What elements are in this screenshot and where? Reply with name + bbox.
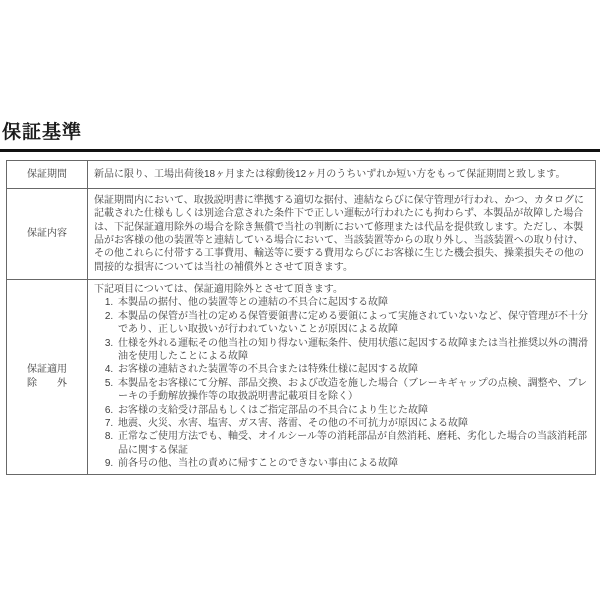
table-row-warranty-exclusions (7, 280, 596, 475)
row-content-warranty-exclusions (88, 280, 596, 475)
exclusion-item: 3. 仕様を外れる運転その他当社の知り得ない運転条件、使用状態に起因する故障または当社推奨以外の潤滑油を使用したことによる故障 (116, 337, 590, 364)
row-content-warranty-period (88, 161, 596, 189)
exclusion-item: 5. 本製品をお客様にて分解、部品交換、および改造を施した場合（ブレーキギャップの点検、調整や、ブレーキの手動解放操作等の取扱説明書記載項目を除く） (116, 377, 590, 404)
row-content-warranty-coverage (88, 189, 596, 280)
exclusion-item: 8. 正常なご使用方法でも、軸受、オイルシール等の消耗部品が自然消耗、磨耗、劣化した場合の当該消耗部品に関する保証 (116, 430, 590, 457)
warranty-exclusions-intro: 下記項目については、保証適用除外とさせて頂きます。 (94, 284, 343, 295)
row-label-warranty-period: 保証期間 (7, 161, 88, 189)
exclusion-item: 4. お客様の連結された装置等の不具合または特殊仕様に起因する故障 (116, 363, 590, 376)
row-label-warranty-exclusions (7, 280, 88, 475)
exclusion-item: 9. 前各号の他、当社の責めに帰すことのできない事由による故障 (116, 457, 590, 470)
exclusion-item: 2. 本製品の保管が当社の定める保管要領書に定める要領によって実施されていないなど、保守管理が不十分であり、正しい取扱いが行われていないことが原因による故障 (116, 310, 590, 337)
warranty-coverage-text: 保証期間内において、取扱説明書に準拠する適切な据付、連結ならびに保守管理が行われ、かつ、カタログに記載された仕様もしくは別途合意された条件下で正しい運転が行われたにも拘わらず、本製品が故障した場合は、下記保証適用除外の場合を除き無償で当社の判断において修理または代品を提供致します。ただし、本製品がお客様の他の装置等と連結している場合において、当該装置等からの取り外し、当該装置への取り付け、その他これらに付帯する工事費用、輸送等に要する費用ならびにお客様に生じた機会損失、操業損失その他の間接的な損害については当社の補償外とさせて頂きます。 (94, 194, 584, 273)
exclusion-item: 7. 地震、火災、水害、塩害、ガス害、落雷、その他の不可抗力が原因による故障 (116, 417, 590, 430)
warranty-table (6, 160, 596, 475)
exclusion-item: 1. 本製品の据付、他の装置等との連結の不具合に起因する故障 (116, 296, 590, 309)
warranty-period-text: 新品に限り、工場出荷後18ヶ月または稼動後12ヶ月のうちいずれか短い方をもって保証期間と致します。 (94, 168, 566, 180)
page-title: 保証基準 (2, 122, 83, 143)
exclusion-list (94, 296, 590, 470)
row-label-warranty-coverage: 保証内容 (7, 189, 88, 280)
warranty-exclusions-label-line2: 除 外 (27, 377, 67, 389)
exclusion-item: 6. お客様の支給受け部品もしくはご指定部品の不具合により生じた故障 (116, 404, 590, 417)
title-underline-rule (0, 149, 600, 152)
warranty-exclusions-label-line1: 保証適用 (27, 364, 67, 376)
table-row-warranty-coverage (7, 189, 596, 280)
table-row-warranty-period (7, 161, 596, 189)
